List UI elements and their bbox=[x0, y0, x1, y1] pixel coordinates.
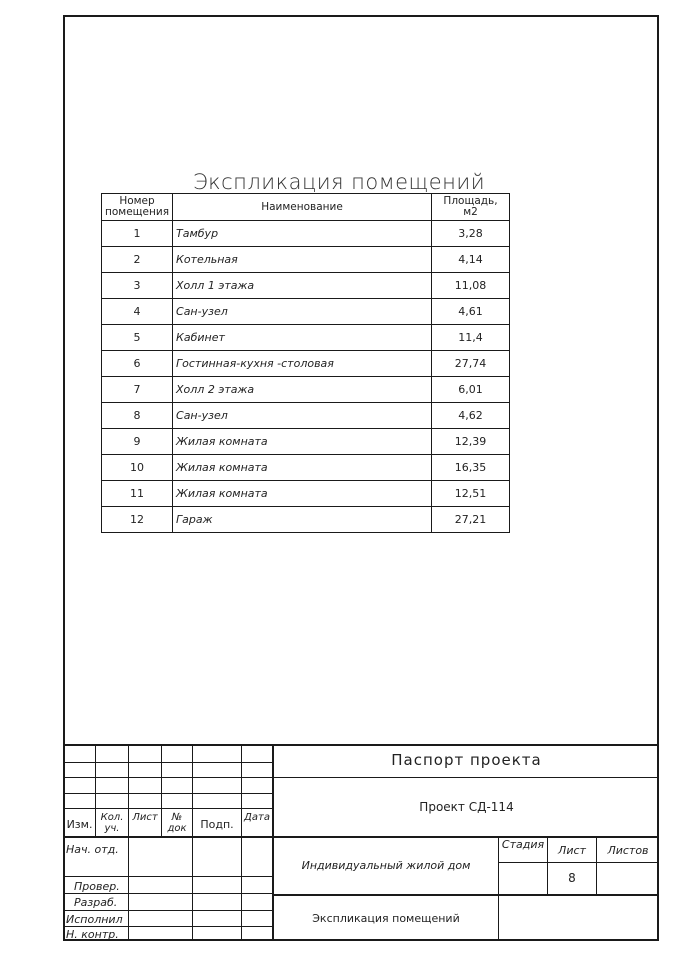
role-prover: Провер. bbox=[74, 880, 120, 893]
table-row bbox=[102, 221, 510, 247]
room-number: 5 bbox=[102, 325, 173, 351]
col-data: Дата bbox=[244, 812, 270, 823]
role-razrab: Разраб. bbox=[74, 896, 118, 909]
explication-table bbox=[101, 193, 510, 533]
table-row bbox=[102, 481, 510, 507]
room-name: Жилая комната bbox=[173, 429, 432, 455]
col-list: Лист bbox=[132, 812, 158, 823]
room-number: 2 bbox=[102, 247, 173, 273]
table-body bbox=[102, 221, 510, 533]
room-name: Жилая комната bbox=[173, 481, 432, 507]
room-area: 11,4 bbox=[432, 325, 510, 351]
room-number: 8 bbox=[102, 403, 173, 429]
room-number: 7 bbox=[102, 377, 173, 403]
room-name: Тамбур bbox=[173, 221, 432, 247]
role-n-kontr: Н. контр. bbox=[66, 928, 119, 941]
table-row bbox=[102, 455, 510, 481]
room-area: 4,62 bbox=[432, 403, 510, 429]
room-number: 3 bbox=[102, 273, 173, 299]
role-nach-otd: Нач. отд. bbox=[66, 843, 119, 856]
room-number: 6 bbox=[102, 351, 173, 377]
table-row bbox=[102, 507, 510, 533]
room-name: Сан-узел bbox=[173, 403, 432, 429]
room-name: Холл 1 этажа bbox=[173, 273, 432, 299]
room-name: Гостинная-кухня -столовая bbox=[173, 351, 432, 377]
room-number: 1 bbox=[102, 221, 173, 247]
sheets-label: Листов bbox=[607, 844, 649, 857]
room-number: 11 bbox=[102, 481, 173, 507]
drawing-title: Экспликация помещений bbox=[192, 170, 486, 194]
role-ispolnil: Исполнил bbox=[66, 913, 123, 926]
table-row bbox=[102, 325, 510, 351]
table-row bbox=[102, 273, 510, 299]
room-name: Гараж bbox=[173, 507, 432, 533]
room-name: Сан-узел bbox=[173, 299, 432, 325]
passport-title: Паспорт проекта bbox=[391, 751, 542, 769]
table-row bbox=[102, 351, 510, 377]
object-name: Индивидуальный жилой дом bbox=[301, 859, 471, 872]
stage-label: Стадия bbox=[501, 838, 545, 851]
room-area: 3,28 bbox=[432, 221, 510, 247]
room-number: 10 bbox=[102, 455, 173, 481]
room-name: Котельная bbox=[173, 247, 432, 273]
room-area: 11,08 bbox=[432, 273, 510, 299]
table-header-row bbox=[102, 194, 510, 221]
table-row bbox=[102, 377, 510, 403]
room-number: 4 bbox=[102, 299, 173, 325]
col-doc: № док bbox=[167, 812, 187, 834]
room-number: 9 bbox=[102, 429, 173, 455]
room-area: 27,21 bbox=[432, 507, 510, 533]
room-name: Жилая комната bbox=[173, 455, 432, 481]
table-row bbox=[102, 429, 510, 455]
room-area: 6,01 bbox=[432, 377, 510, 403]
room-name: Холл 2 этажа bbox=[173, 377, 432, 403]
col-podp: Подп. bbox=[200, 818, 234, 831]
header-number: Номер помещения bbox=[102, 194, 173, 221]
room-area: 27,74 bbox=[432, 351, 510, 377]
room-area: 4,61 bbox=[432, 299, 510, 325]
room-area: 16,35 bbox=[432, 455, 510, 481]
room-area: 12,39 bbox=[432, 429, 510, 455]
header-name: Наименование bbox=[173, 194, 432, 221]
col-izm: Изм. bbox=[66, 818, 93, 831]
room-name: Кабинет bbox=[173, 325, 432, 351]
sheet-number: 8 bbox=[568, 871, 576, 885]
project-code: Проект СД-114 bbox=[419, 800, 514, 814]
room-number: 12 bbox=[102, 507, 173, 533]
room-area: 4,14 bbox=[432, 247, 510, 273]
room-area: 12,51 bbox=[432, 481, 510, 507]
sheet-label: Лист bbox=[558, 844, 586, 857]
col-kol: Кол. уч. bbox=[100, 812, 124, 834]
header-area: Площадь, м2 bbox=[432, 194, 510, 221]
sheet-title: Экспликация помещений bbox=[312, 912, 460, 925]
table-row bbox=[102, 403, 510, 429]
table-row bbox=[102, 299, 510, 325]
table-row bbox=[102, 247, 510, 273]
